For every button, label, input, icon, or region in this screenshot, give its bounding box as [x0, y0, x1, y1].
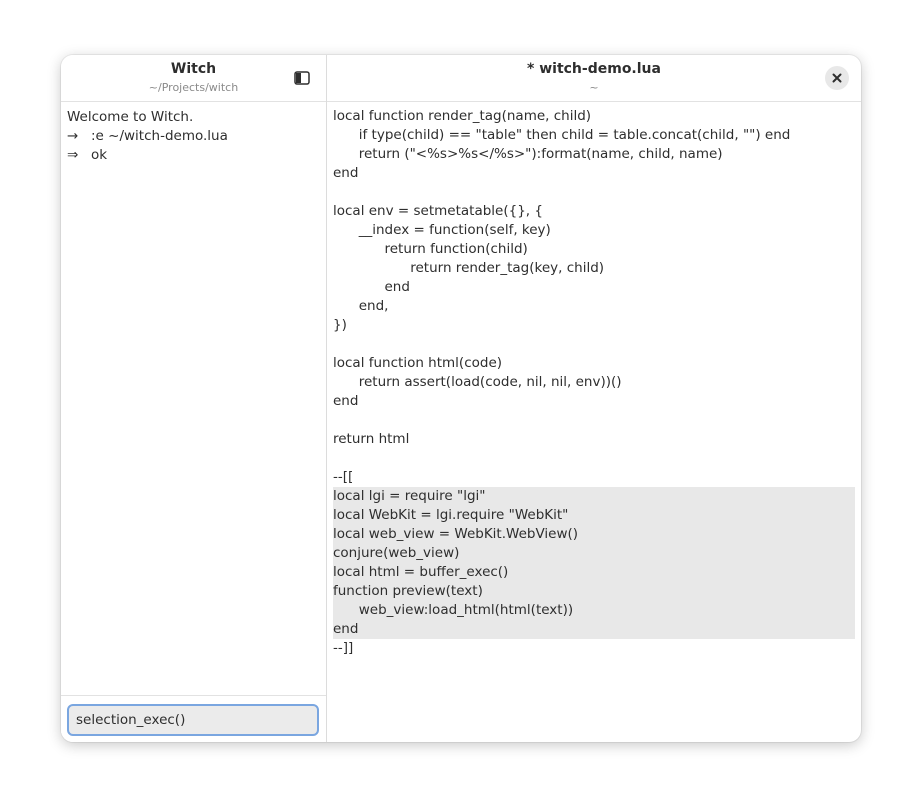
editor-pane — [327, 55, 861, 742]
code-line: web_view:load_html(html(text)) — [333, 601, 855, 620]
code-line: local WebKit = lgi.require "WebKit" — [333, 506, 855, 525]
app-window — [61, 55, 861, 742]
code-line — [333, 449, 855, 468]
code-line: --]] — [333, 640, 354, 656]
code-line: end — [333, 165, 359, 181]
code-editor[interactable] — [333, 107, 855, 658]
console-text: :e ~/witch-demo.lua — [91, 128, 228, 144]
code-line: --[[ — [333, 469, 354, 485]
sidebar-title: Witch — [170, 61, 217, 77]
code-line: end, — [333, 298, 389, 314]
code-line: function preview(text) — [333, 582, 855, 601]
code-line: return ("<%s>%s</%s>"):format(name, child, name) — [333, 146, 723, 162]
code-line: return function(child) — [333, 241, 528, 257]
sidebar-subtitle: ~/Projects/witch — [148, 81, 239, 94]
code-line: return assert(load(code, nil, nil, env))() — [333, 374, 622, 390]
code-line: return render_tag(key, child) — [333, 260, 605, 276]
code-line: local function html(code) — [333, 355, 503, 371]
console-line — [67, 127, 317, 146]
command-bar — [61, 695, 326, 742]
code-line — [333, 183, 855, 202]
console-output — [67, 108, 317, 165]
close-icon — [832, 73, 842, 83]
console-line — [67, 146, 317, 165]
console-text: Welcome to Witch. — [67, 109, 194, 125]
code-line: return html — [333, 431, 410, 447]
code-line: end — [333, 279, 410, 295]
console-glyph: ⇒ — [67, 147, 79, 163]
code-line: local env = setmetatable({}, { — [333, 203, 543, 219]
console-line — [67, 108, 317, 127]
code-line: end — [333, 620, 855, 639]
editor-title: * witch-demo.lua — [527, 61, 661, 77]
code-line: local lgi = require "lgi" — [333, 487, 855, 506]
sidebar-toggle-icon — [294, 71, 310, 85]
console-glyph: → — [67, 128, 79, 144]
code-line — [333, 335, 855, 354]
editor-subtitle: ~ — [589, 81, 599, 94]
code-line — [333, 411, 855, 430]
editor-header — [327, 55, 861, 102]
sidebar-toggle-button[interactable] — [292, 68, 312, 88]
command-input[interactable] — [67, 704, 319, 736]
code-line: conjure(web_view) — [333, 544, 855, 563]
code-line: local html = buffer_exec() — [333, 563, 855, 582]
code-line: }) — [333, 317, 347, 333]
close-button[interactable] — [825, 66, 849, 90]
code-line: if type(child) == "table" then child = table.concat(child, "") end — [333, 127, 791, 143]
code-line: local web_view = WebKit.WebView() — [333, 525, 855, 544]
sidebar — [61, 55, 327, 742]
code-line: __index = function(self, key) — [333, 222, 551, 238]
code-line: local function render_tag(name, child) — [333, 108, 592, 124]
sidebar-header — [61, 55, 326, 102]
console-text: ok — [91, 147, 108, 163]
code-line: end — [333, 393, 359, 409]
